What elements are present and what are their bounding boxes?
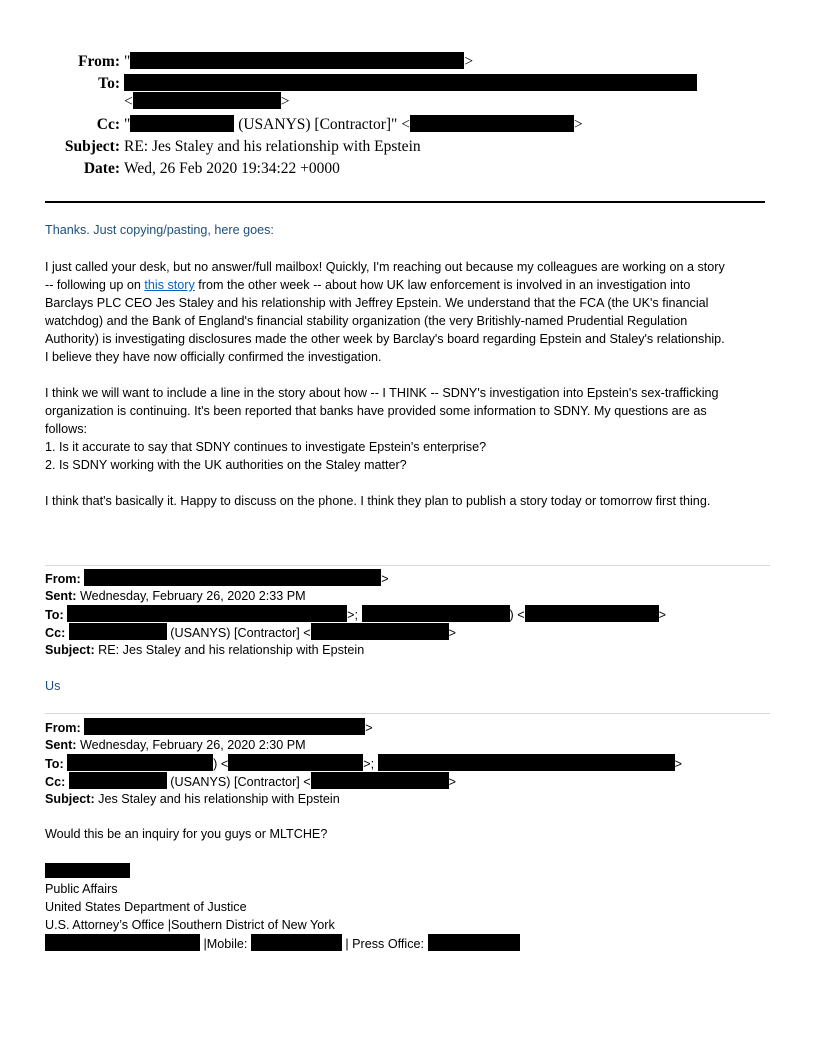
- body-line: -- following up on this story from the other week -- about how UK law enforcement is involved in an investigation into: [45, 278, 691, 292]
- redaction: [45, 934, 200, 951]
- msg3-from: From: >: [45, 718, 373, 737]
- this-story-link[interactable]: this story: [144, 278, 195, 292]
- msg3-sent: Sent: Wednesday, February 26, 2020 2:30 PM: [45, 738, 306, 752]
- redaction: [133, 92, 281, 109]
- redaction: [378, 754, 675, 771]
- redaction: [67, 605, 347, 622]
- divider: [45, 565, 770, 566]
- msg2-sent: Sent: Wednesday, February 26, 2020 2:33 PM: [45, 589, 306, 603]
- body-line: watchdog) and the Bank of England's financial stability organization (the very Britishly-named Prudential Regulation: [45, 314, 688, 328]
- body-line: follows:: [45, 422, 87, 436]
- body-line: I just called your desk, but no answer/full mailbox! Quickly, I'm reaching out because my colleagues are working on a story: [45, 260, 725, 274]
- redaction: [67, 754, 213, 771]
- subject-value: RE: Jes Staley and his relationship with Epstein: [124, 138, 421, 155]
- msg2-cc: Cc: (USANYS) [Contractor] < >: [45, 623, 456, 642]
- divider: [45, 713, 770, 714]
- body-line: I think that's basically it. Happy to discuss on the phone. I think they plan to publish a story today or tomorrow first thing.: [45, 494, 711, 508]
- msg3-body: Would this be an inquiry for you guys or MLTCHE?: [45, 827, 328, 841]
- redaction: [428, 934, 520, 951]
- body-line: Authority) is investigating disclosures made the other week by Barclay's board regarding Epstein and Staley's relationship.: [45, 332, 725, 346]
- msg3-to: To: ) < >; >: [45, 754, 682, 773]
- msg2-reply: Us: [45, 679, 61, 693]
- msg3-cc: Cc: (USANYS) [Contractor] < >: [45, 772, 456, 791]
- subject-label: Subject:: [64, 138, 120, 155]
- sig-name: [45, 862, 130, 880]
- redaction: [69, 623, 167, 640]
- redaction: [228, 754, 363, 771]
- redaction: [130, 115, 234, 132]
- msg2-to: To: >; ) < >: [45, 605, 666, 624]
- sig-line: United States Department of Justice: [45, 900, 247, 914]
- body-line: Barclays PLC CEO Jes Staley and his relationship with Jeffrey Epstein. We understand that the FCA (the UK's financial: [45, 296, 709, 310]
- body-line: I think we will want to include a line in the story about how -- I THINK -- SDNY's investigation into Epstein's sex-trafficking: [45, 386, 719, 400]
- redaction: [45, 863, 130, 878]
- redaction: [84, 718, 365, 735]
- question-1: 1. Is it accurate to say that SDNY continues to investigate Epstein's enterprise?: [45, 440, 487, 454]
- msg2-subject: Subject: RE: Jes Staley and his relationship with Epstein: [45, 643, 365, 657]
- redaction: [130, 52, 464, 69]
- redaction: [525, 605, 659, 622]
- question-2: 2. Is SDNY working with the UK authorities on the Staley matter?: [45, 458, 407, 472]
- redaction: [124, 74, 697, 91]
- intro-text: Thanks. Just copying/pasting, here goes:: [45, 223, 274, 237]
- redaction: [362, 605, 510, 622]
- redaction: [410, 115, 574, 132]
- body-line: I believe they have now officially confirmed the investigation.: [45, 350, 382, 364]
- sig-line: U.S. Attorney’s Office |Southern District of New York: [45, 918, 335, 932]
- sig-line: Public Affairs: [45, 882, 118, 896]
- msg3-subject: Subject: Jes Staley and his relationship with Epstein: [45, 792, 340, 806]
- redaction: [69, 772, 167, 789]
- sig-contact: |Mobile: | Press Office:: [45, 934, 520, 953]
- from-label: From:: [78, 53, 120, 70]
- redaction: [84, 569, 381, 586]
- redaction: [311, 772, 449, 789]
- cc-label: Cc:: [96, 116, 120, 133]
- header-divider: [45, 201, 765, 203]
- date-label: Date:: [83, 160, 120, 177]
- date-value: Wed, 26 Feb 2020 19:34:22 +0000: [124, 160, 340, 177]
- to-label: To:: [98, 75, 120, 92]
- redaction: [251, 934, 342, 951]
- body-line: organization is continuing. It's been reported that banks have provided some information to SDNY. My questions are as: [45, 404, 707, 418]
- msg2-from: From: >: [45, 569, 389, 588]
- redaction: [311, 623, 449, 640]
